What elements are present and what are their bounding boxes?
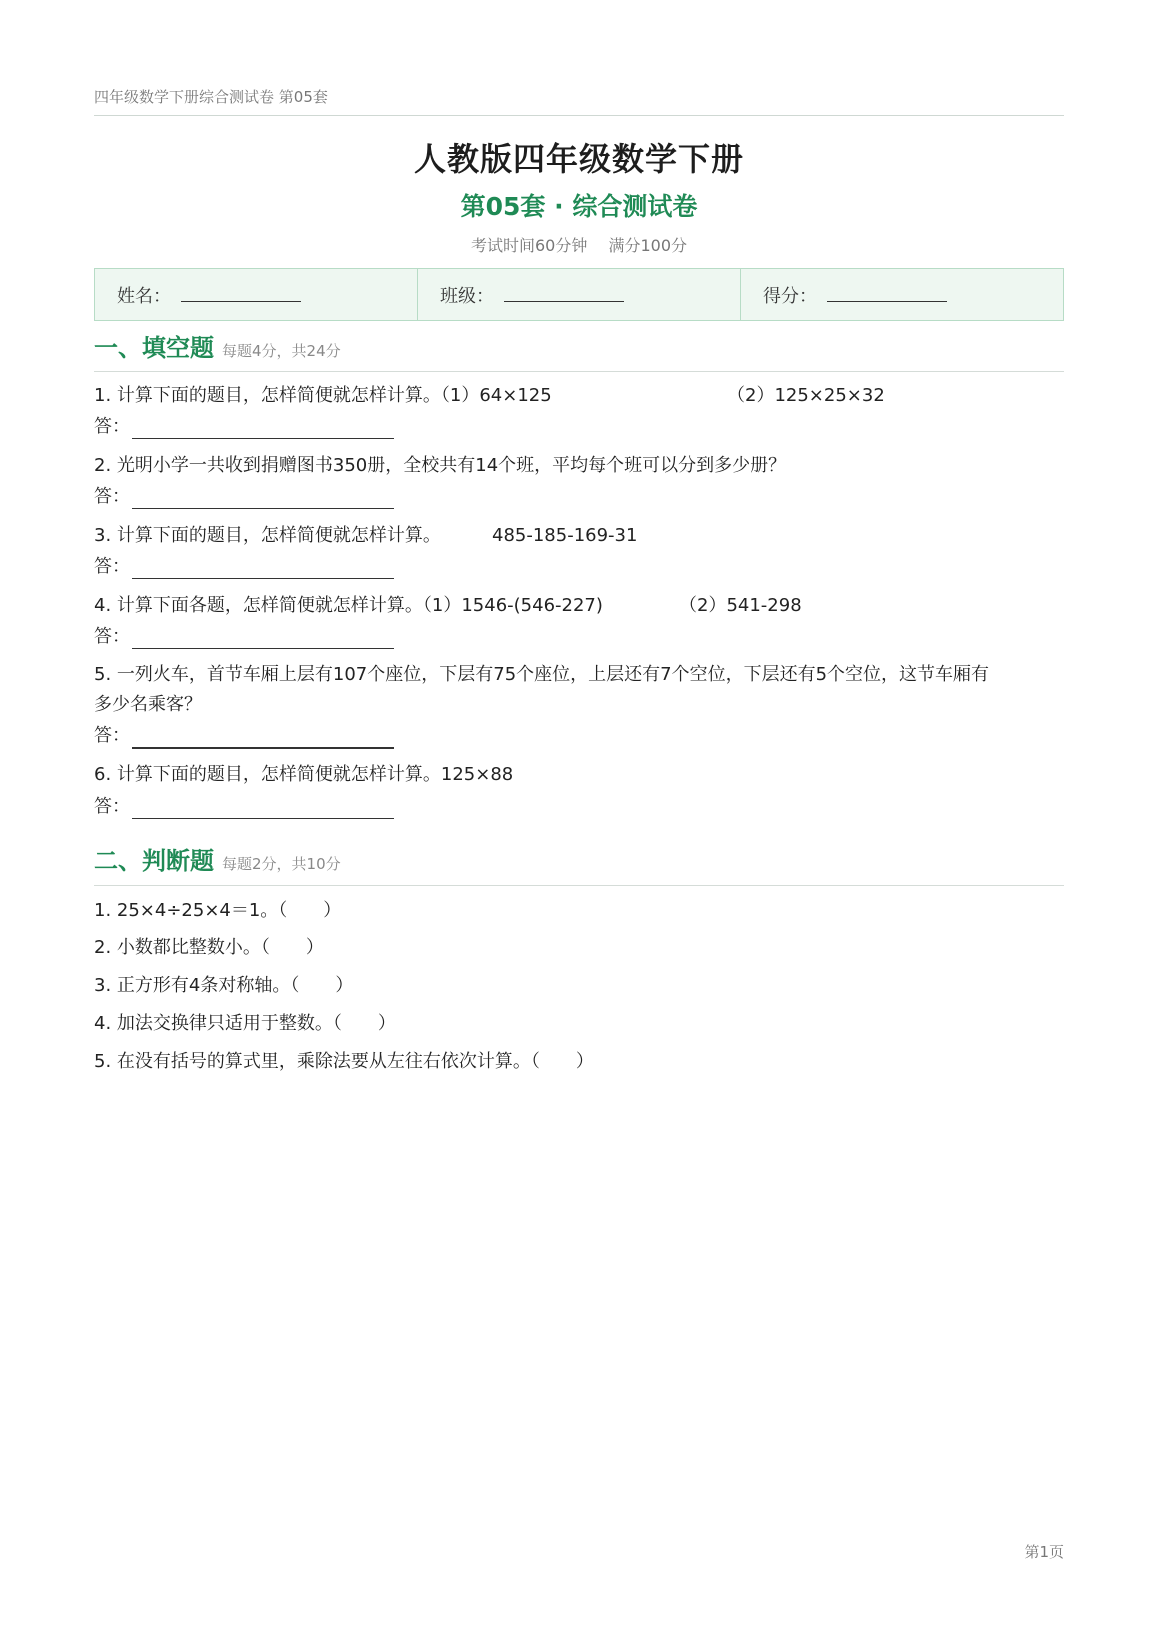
student-info-table	[94, 268, 1064, 321]
exam-time: 考试时间60分钟	[470, 236, 588, 255]
answer-1	[94, 412, 130, 438]
answer-blank[interactable]	[132, 578, 394, 579]
section-note: 每题4分，共24分	[222, 342, 341, 360]
question-1	[94, 381, 1064, 411]
question-text: 3. 计算下面的题目，怎样简便就怎样计算。	[94, 525, 441, 546]
question-2	[94, 451, 1064, 481]
name-blank[interactable]	[181, 301, 301, 302]
running-header: 四年级数学下册综合测试卷 第05套	[94, 88, 328, 106]
page-title: 人教版四年级数学下册	[413, 140, 744, 178]
answer-label: 答：	[94, 725, 130, 746]
question-text: 4. 计算下面各题，怎样简便就怎样计算。（1）1546-(546-227)	[94, 595, 603, 616]
answer-blank[interactable]	[132, 747, 394, 749]
score-label: 得分：	[763, 285, 817, 307]
header-divider	[94, 115, 1064, 116]
judge-question-3: 3. 正方形有4条对称轴。（ ）	[94, 975, 354, 996]
answer-4	[94, 622, 130, 648]
answer-label: 答：	[94, 416, 130, 437]
question-part-2: （2）125×25×32	[727, 385, 885, 406]
page-subtitle: 第05套 · 综合测试卷	[460, 192, 698, 221]
judge-question-2: 2. 小数都比整数小。（ ）	[94, 937, 324, 958]
score-cell	[741, 269, 1063, 320]
section-title: 二、判断题	[94, 847, 214, 875]
class-blank[interactable]	[504, 301, 624, 302]
name-cell	[95, 269, 418, 320]
exam-page	[94, 0, 1064, 1638]
answer-blank[interactable]	[132, 648, 394, 649]
answer-label: 答：	[94, 796, 130, 817]
section-fill-blank-header	[94, 328, 1064, 362]
answer-5	[94, 721, 130, 747]
section-true-false-header	[94, 841, 1064, 875]
section-divider	[94, 885, 1064, 886]
class-label: 班级：	[440, 285, 494, 307]
judge-question-5: 5. 在没有括号的算式里，乘除法要从左往右依次计算。（ ）	[94, 1051, 594, 1072]
answer-blank[interactable]	[132, 508, 394, 509]
question-4	[94, 591, 1064, 621]
answer-label: 答：	[94, 556, 130, 577]
question-6	[94, 760, 1064, 790]
answer-2	[94, 482, 130, 508]
section-note: 每题2分，共10分	[222, 855, 341, 873]
answer-3	[94, 552, 130, 578]
question-part-2: 485-185-169-31	[492, 525, 638, 546]
question-text: 5. 一列火车，首节车厢上层有107个座位，下层有75个座位，上层还有7个空位，下层还有5个空位，这节车厢有	[94, 664, 990, 685]
question-text: 6. 计算下面的题目，怎样简便就怎样计算。125×88	[94, 764, 514, 785]
judge-question-4: 4. 加法交换律只适用于整数。（ ）	[94, 1013, 396, 1034]
answer-blank[interactable]	[132, 438, 394, 439]
class-cell	[418, 269, 741, 320]
section-divider	[94, 371, 1064, 372]
judge-question-1: 1. 25×4÷25×4＝1。（ ）	[94, 900, 342, 921]
answer-label: 答：	[94, 626, 130, 647]
question-part-2: （2）541-298	[679, 595, 802, 616]
question-3	[94, 521, 1064, 551]
answer-label: 答：	[94, 486, 130, 507]
question-text: 2. 光明小学一共收到捐赠图书350册，全校共有14个班，平均每个班可以分到多少册？	[94, 455, 787, 476]
answer-blank[interactable]	[132, 818, 394, 819]
question-5	[94, 660, 1064, 720]
question-text: 1. 计算下面的题目，怎样简便就怎样计算。（1）64×125	[94, 385, 552, 406]
section-title: 一、填空题	[94, 334, 214, 362]
name-label: 姓名：	[117, 285, 171, 307]
question-text-line-2: 多少名乘客？	[94, 694, 202, 715]
score-blank[interactable]	[827, 301, 947, 302]
page-number: 第1页	[1024, 1543, 1064, 1561]
exam-full-score: 满分100分	[608, 236, 687, 255]
answer-6	[94, 792, 130, 818]
exam-meta	[94, 233, 1064, 256]
